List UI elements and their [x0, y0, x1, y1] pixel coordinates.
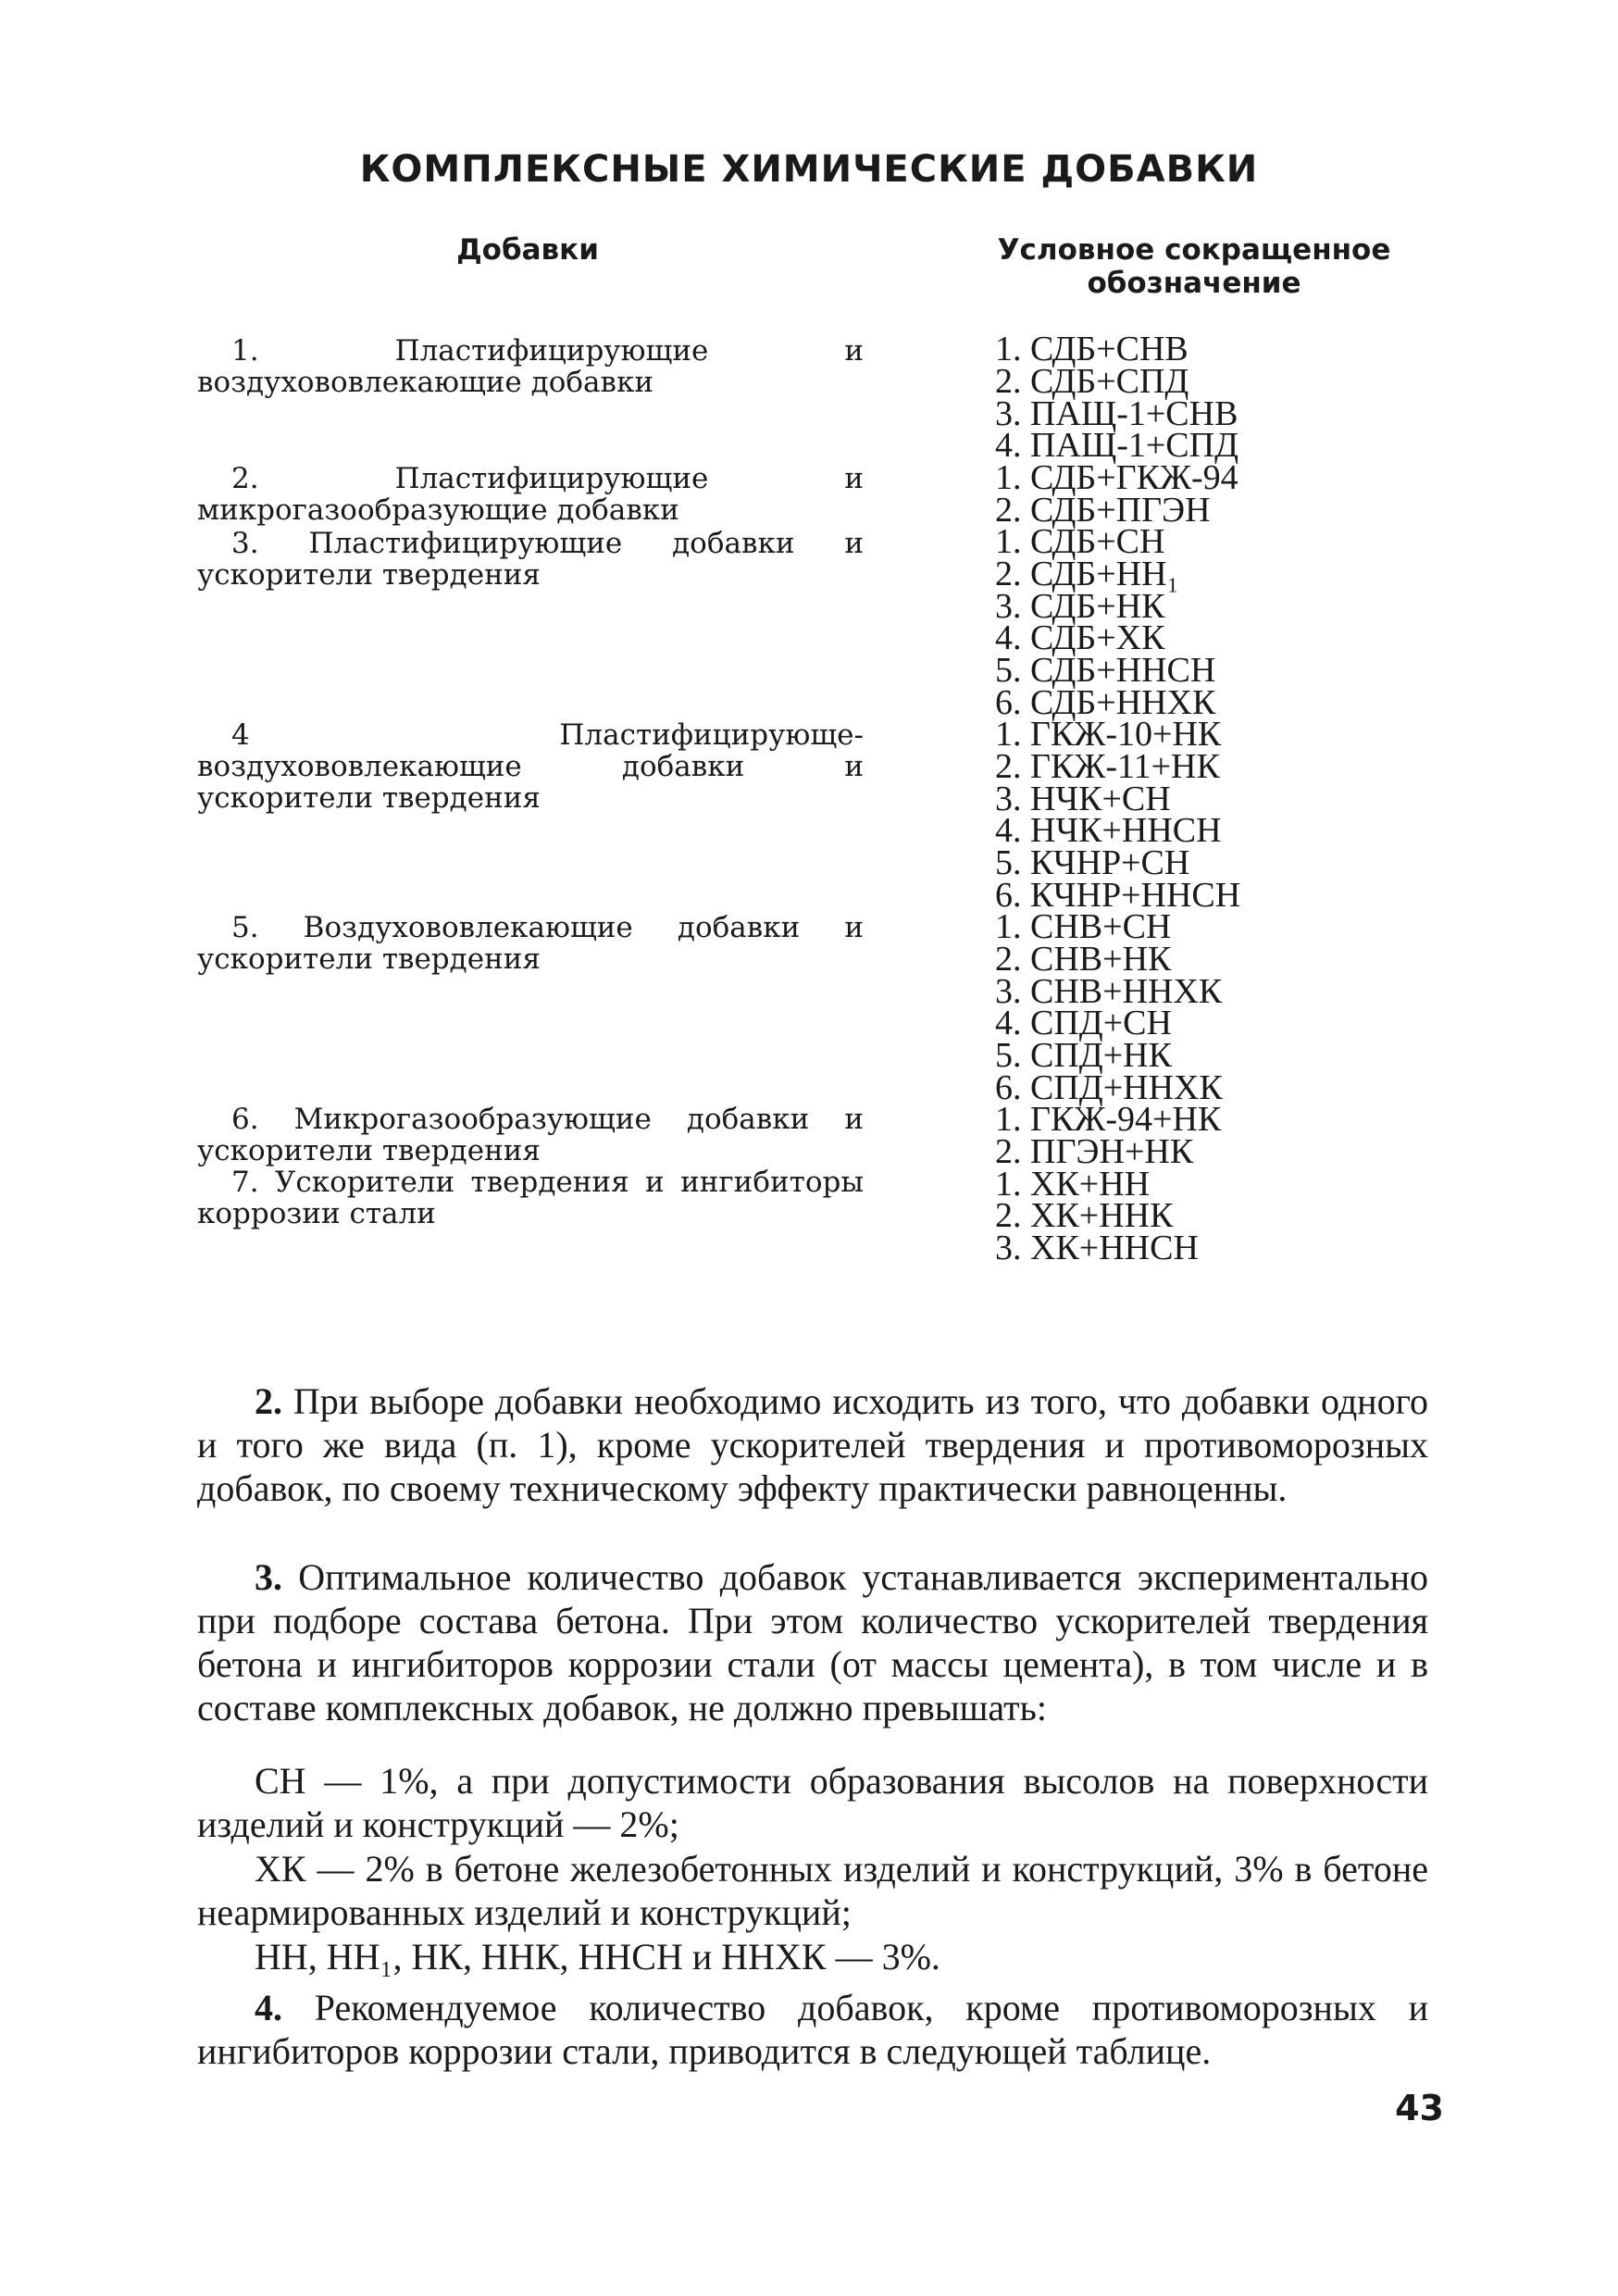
code-item: 6. СПД+ННХК [995, 1068, 1223, 1107]
paragraph-text: ХК — 2% в бетоне железобетонных изделий и конструкций, 3% в бетоне неармированных изделий и конструкций; [197, 1848, 1428, 1933]
page-number: 43 [1395, 2088, 1444, 2128]
code-item: 4. СДБ+ХК [995, 618, 1165, 657]
code-item: 1. СНВ+СН [995, 907, 1172, 946]
page-title: КОМПЛЕКСНЫЕ ХИМИЧЕСКИЕ ДОБАВКИ [359, 148, 1259, 191]
paragraph [197, 1379, 1428, 1510]
code-item: 2. ГКЖ-11+НК [995, 747, 1220, 786]
group-item [197, 528, 864, 591]
code-item: 1. СДБ+СН [995, 522, 1165, 561]
group-number: 3. [231, 527, 259, 560]
paragraph [197, 1935, 1428, 1978]
paragraph-text: СН — 1%, а при допустимости образования высолов на поверхности изделий и конструкций — 2%; [197, 1760, 1428, 1845]
paragraph [197, 1759, 1428, 1846]
group-text: Микрогазообразующие добавки и ускорители твердения [197, 1103, 864, 1167]
code-item: 5. СПД+НК [995, 1036, 1172, 1075]
group-item [197, 719, 864, 814]
column-header-abbreviation: Условное сокращенное обозначение [997, 233, 1391, 300]
paragraph-number: 4. [255, 1987, 282, 2028]
code-item: 2. СДБ+НН₁ [995, 555, 1179, 593]
group-number: 6. [231, 1103, 259, 1136]
group-text: Пластифицирующие и микрогазообразующие добавки [197, 462, 865, 527]
paragraph-number: 2. [255, 1380, 282, 1422]
group-item [197, 1167, 864, 1229]
group-text: Ускорители твердения и ингибиторы коррозии стали [197, 1166, 864, 1230]
code-item: 3. ХК+ННСН [995, 1229, 1199, 1267]
code-item: 4. НЧК+ННСН [995, 811, 1222, 850]
code-item: 4. СПД+СН [995, 1004, 1172, 1042]
paragraph-text: Оптимальное количество добавок устанавливается экспериментально при подборе состава бетона. При этом количество ускорителей твердения бетона и ингибиторов коррозии стали (от массы цемента), в том числе и в составе комплексных добавок, не должно превышать: [197, 1556, 1428, 1728]
paragraph-number: 3. [255, 1556, 282, 1598]
code-item: 3. ПАЩ-1+СНВ [995, 394, 1238, 433]
code-item: 4. ПАЩ-1+СПД [995, 426, 1239, 465]
code-item: 1. ГКЖ-10+НК [995, 715, 1222, 754]
paragraph [197, 1555, 1428, 1729]
code-item: 2. ПГЭН+НК [995, 1132, 1194, 1171]
code-item: 2. СНВ+НК [995, 940, 1172, 979]
group-item [197, 912, 864, 975]
group-text: Пластифицирующие и воздухововлекающие добавки [197, 334, 865, 399]
group-item [197, 335, 864, 398]
group-number: 5. [231, 911, 259, 944]
code-item: 2. СДБ+ПГЭН [995, 491, 1211, 530]
code-item: 2. ХК+ННК [995, 1196, 1174, 1235]
code-item: 5. КЧНР+СН [995, 843, 1190, 882]
group-number: 1. [231, 334, 259, 368]
code-item: 3. НЧК+СН [995, 780, 1171, 818]
group-text: Пластифицирующие добавки и ускорители твердения [197, 527, 864, 592]
group-text: Пластифицирующе-воздухововлекающие добавки и ускорители твердения [197, 718, 864, 815]
paragraph [197, 1986, 1428, 2073]
group-item [197, 463, 864, 526]
paragraph-text: При выборе добавки необходимо исходить из того, что добавки одного и того же вида (п. 1), кроме ускорителей твердения и противоморозных добавок, по своему техническому эффекту практически равноценны. [197, 1380, 1428, 1509]
code-item: 3. СНВ+ННХК [995, 972, 1223, 1011]
code-item: 1. СДБ+ГКЖ-94 [995, 458, 1238, 497]
code-item: 2. СДБ+СПД [995, 362, 1189, 401]
paragraph-text: НН, НН₁, НК, ННК, ННСН и ННХК — 3%. [255, 1936, 940, 1978]
code-item: 1. СДБ+СНВ [995, 330, 1189, 368]
code-item: 1. ХК+НН [995, 1165, 1151, 1204]
column-header-additives: Добавки [456, 233, 599, 267]
code-item: 6. СДБ+ННХК [995, 683, 1216, 722]
code-item: 1. ГКЖ-94+НК [995, 1100, 1222, 1139]
group-number: 7. [231, 1166, 259, 1199]
code-item: 3. СДБ+НК [995, 587, 1165, 626]
group-text: Воздухововлекающие добавки и ускорители твердения [197, 911, 864, 976]
group-item [197, 1104, 864, 1167]
group-number: 4 [231, 718, 250, 752]
paragraph-text: Рекомендуемое количество добавок, кроме противоморозных и ингибиторов коррозии стали, приводится в следующей таблице. [197, 1987, 1428, 2072]
paragraph [197, 1847, 1428, 1934]
code-item: 5. СДБ+ННСН [995, 651, 1216, 690]
group-number: 2. [231, 462, 259, 495]
code-item: 6. КЧНР+ННСН [995, 876, 1241, 915]
